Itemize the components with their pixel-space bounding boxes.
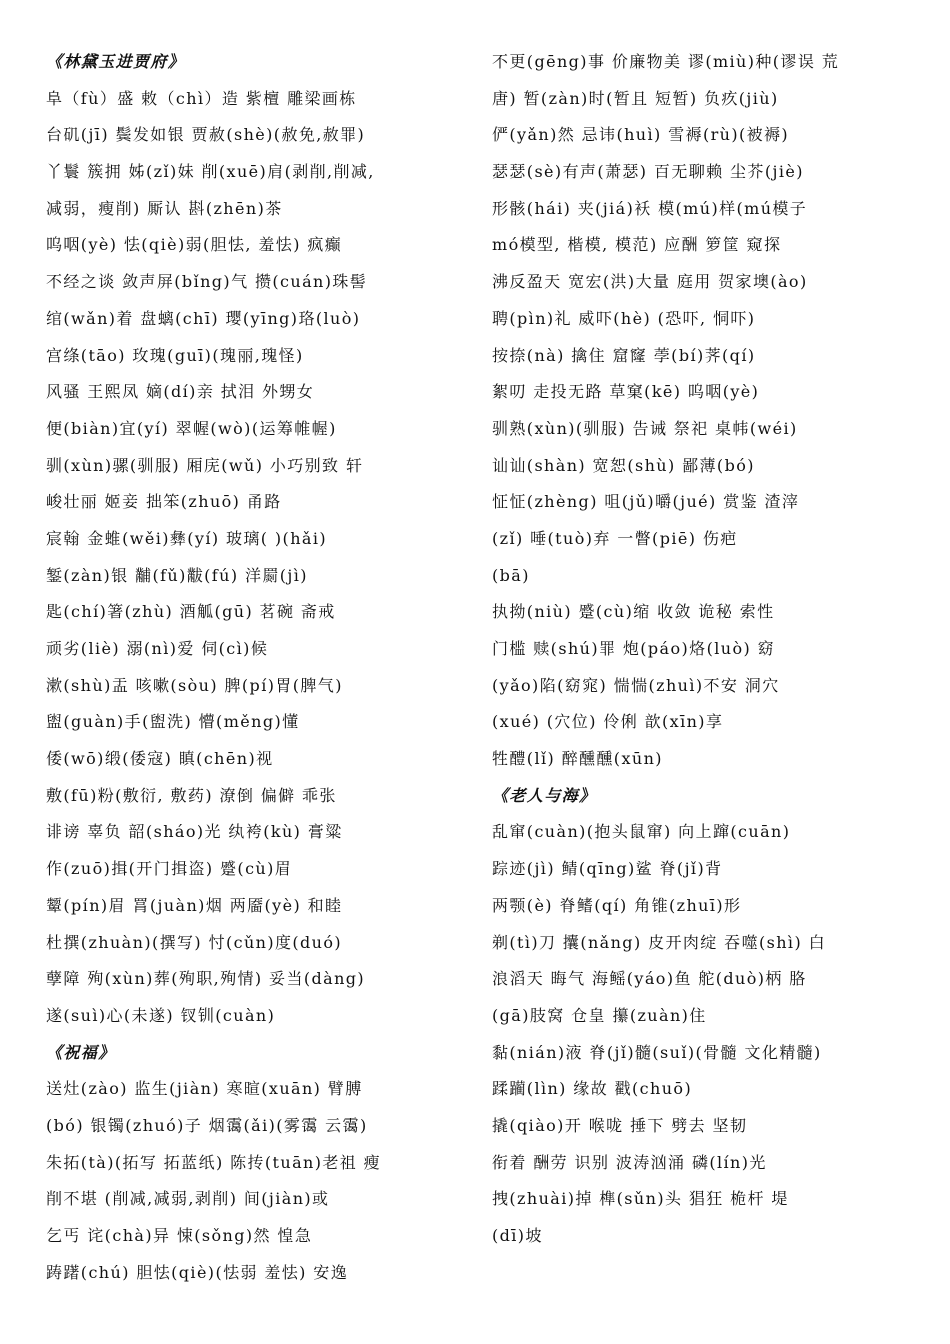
vocab-line: 牲醴(lǐ) 醉醺醺(xūn) — [492, 749, 663, 769]
section-heading: 《祝福》 — [46, 1042, 116, 1062]
vocab-line: 黏(nián)液 脊(jǐ)髓(suǐ)(骨髓 文化精髓) — [492, 1042, 822, 1062]
vocab-line: 便(biàn)宜(yí) 翠幄(wò)(运筹帷幄) — [46, 418, 337, 438]
vocab-line: 瑟瑟(sè)有声(萧瑟) 百无聊赖 尘芥(jiè) — [492, 162, 804, 182]
vocab-line: 颦(pín)眉 罥(juàn)烟 两靥(yè) 和睦 — [46, 895, 343, 915]
section-heading: 《老人与海》 — [492, 785, 597, 805]
vocab-line: 沸反盈天 宽宏(洪)大量 庭用 贺家墺(ào) — [492, 272, 808, 292]
vocab-line: 台矶(jī) 鬓发如银 贾赦(shè)(赦免,赦罪) — [46, 125, 366, 145]
vocab-line: 顽劣(liè) 溺(nì)爱 伺(cì)候 — [46, 639, 269, 658]
vocab-line: 剃(tì)刀 攮(nǎng) 皮开肉绽 吞噬(shì) 白 — [492, 932, 826, 952]
vocab-line: (bā) — [492, 565, 530, 585]
vocab-line: (yǎo)陷(窈窕) 惴惴(zhuì)不安 洞穴 — [492, 675, 780, 695]
vocab-line: 孽障 殉(xùn)葬(殉职,殉情) 妥当(dàng) — [46, 969, 366, 989]
vocab-line: 朱拓(tà)(拓写 拓蓝纸) 陈抟(tuān)老祖 瘦 — [46, 1152, 382, 1172]
vocab-line: 呜咽(yè) 怯(qiè)弱(胆怯, 羞怯) 疯癫 — [46, 235, 343, 255]
vocab-line: 驯(xùn)骡(驯服) 厢庑(wǔ) 小巧别致 轩 — [46, 455, 364, 475]
vocab-line: 踪迹(jì) 鲭(qīng)鲨 脊(jǐ)背 — [492, 859, 723, 879]
vocab-line: 送灶(zào) 监生(jiàn) 寒暄(xuān) 臂膊 — [46, 1079, 363, 1099]
vocab-line: 敷(fū)粉(敷衍, 敷药) 潦倒 偏僻 乖张 — [46, 785, 337, 805]
vocab-line: (dī)坡 — [492, 1226, 543, 1245]
vocab-line: (gā)肢窝 仓皇 攥(zuàn)住 — [492, 1005, 707, 1025]
vocab-line: 丫鬟 簇拥 姊(zǐ)妹 削(xuē)肩(剥削,削减, — [46, 162, 375, 182]
vocab-line: (zǐ) 唾(tuò)弃 一瞥(piē) 伤疤 — [492, 528, 738, 548]
vocab-line: 门槛 赎(shú)罪 炮(páo)烙(luò) 窈 — [492, 639, 776, 658]
vocab-line: 绾(wǎn)着 盘螭(chī) 璎(yīng)珞(luò) — [46, 308, 361, 328]
section-heading: 《林黛玉进贾府》 — [46, 52, 186, 71]
vocab-line: 錾(zàn)银 黼(fǔ)黻(fú) 洋罽(jì) — [46, 565, 308, 585]
vocab-line: 遂(suì)心(未遂) 钗钏(cuàn) — [46, 1005, 276, 1025]
vocab-line: (bó) 银镯(zhuó)子 烟霭(ǎi)(雾霭 云霭) — [46, 1115, 368, 1135]
vocab-line: 讪讪(shàn) 宽恕(shù) 鄙薄(bó) — [492, 455, 755, 475]
vocab-line: 峻壮丽 姬妾 拙笨(zhuō) 甬路 — [46, 492, 282, 512]
vocab-line: 作(zuō)揖(开门揖盗) 蹙(cù)眉 — [46, 859, 293, 879]
vocab-line: 风骚 王熙凤 嫡(dí)亲 拭泪 外甥女 — [46, 382, 315, 402]
vocab-line: 俨(yǎn)然 忌讳(huì) 雪褥(rù)(被褥) — [492, 125, 790, 145]
vocab-line: 宸翰 金蜼(wěi)彝(yí) 玻璃( )(hǎi) — [46, 528, 327, 548]
vocab-line: 减弱，瘦削) 厮认 斟(zhēn)茶 — [46, 198, 283, 218]
vocab-line: 衔着 酬劳 识别 波涛汹涌 磷(lín)光 — [492, 1152, 767, 1172]
vocab-line: 撬(qiào)开 喉咙 捶下 劈去 坚韧 — [492, 1115, 748, 1135]
vocab-line: 削不堪 (削减,减弱,剥削) 间(jiàn)或 — [46, 1189, 330, 1209]
vocab-line: 漱(shù)盂 咳嗽(sòu) 脾(pí)胃(脾气) — [46, 675, 343, 695]
vocab-line: 阜（fù）盛 敕（chì）造 紫檀 雕梁画栋 — [46, 88, 357, 108]
vocab-line: 怔怔(zhèng) 咀(jǔ)嚼(jué) 赏鉴 渣滓 — [492, 492, 800, 512]
vocab-line: 不更(gēng)事 价廉物美 谬(miù)种(谬误 荒 — [492, 52, 840, 71]
vocab-line: 倭(wō)缎(倭寇) 瞋(chēn)视 — [46, 749, 274, 769]
right-column — [492, 44, 910, 1255]
vocab-line: 执拗(niù) 蹙(cù)缩 收敛 诡秘 索性 — [492, 602, 775, 622]
vocab-line: 絮叨 走投无路 草窠(kē) 呜咽(yè) — [492, 382, 760, 402]
vocab-line: 唐) 暂(zàn)时(暂且 短暂) 负疚(jiù) — [492, 88, 779, 108]
vocab-line: 乱窜(cuàn)(抱头鼠窜) 向上蹿(cuān) — [492, 822, 791, 842]
vocab-line: 踌躇(chú) 胆怯(qiè)(怯弱 羞怯) 安逸 — [46, 1262, 349, 1282]
vocab-line: 蹂躏(lìn) 缘故 戳(chuō) — [492, 1079, 693, 1099]
vocab-line: 乞丐 诧(chà)异 悚(sǒng)然 惶急 — [46, 1226, 313, 1245]
vocab-line: 匙(chí)箸(zhù) 酒觚(gū) 茗碗 斋戒 — [46, 602, 336, 622]
vocab-line: 聘(pìn)礼 威吓(hè) (恐吓, 恫吓) — [492, 308, 756, 328]
vocab-line: 杜撰(zhuàn)(撰写) 忖(cǔn)度(duó) — [46, 932, 343, 952]
vocab-line: 盥(guàn)手(盥洗) 懵(měng)懂 — [46, 712, 300, 732]
vocab-line: 诽谤 辜负 韶(sháo)光 纨袴(kù) 膏粱 — [46, 822, 343, 842]
vocab-line: 驯熟(xùn)(驯服) 告诫 祭祀 桌帏(wéi) — [492, 418, 798, 438]
vocab-line: 宫绦(tāo) 玫瑰(guī)(瑰丽,瑰怪) — [46, 345, 304, 365]
vocab-line: 形骸(hái) 夹(jiá)袄 模(mú)样(mú模子 — [492, 198, 808, 218]
vocab-line: 按捺(nà) 擒住 窟窿 荸(bí)荠(qí) — [492, 345, 756, 365]
vocab-line: 浪滔天 晦气 海鳐(yáo)鱼 舵(duò)柄 胳 — [492, 969, 807, 989]
vocab-line: mó模型, 楷模, 模范) 应酬 箩筐 窥探 — [492, 235, 782, 255]
vocab-line: 两颚(è) 脊鳍(qí) 角锥(zhuī)形 — [492, 895, 742, 915]
vocab-line: (xué) (穴位) 伶俐 歆(xīn)享 — [492, 712, 724, 732]
vocab-line: 不经之谈 敛声屏(bǐng)气 攒(cuán)珠髻 — [46, 272, 368, 292]
vocab-line: 拽(zhuài)掉 榫(sǔn)头 猖狂 桅杆 堤 — [492, 1189, 789, 1209]
left-column — [46, 44, 464, 1291]
